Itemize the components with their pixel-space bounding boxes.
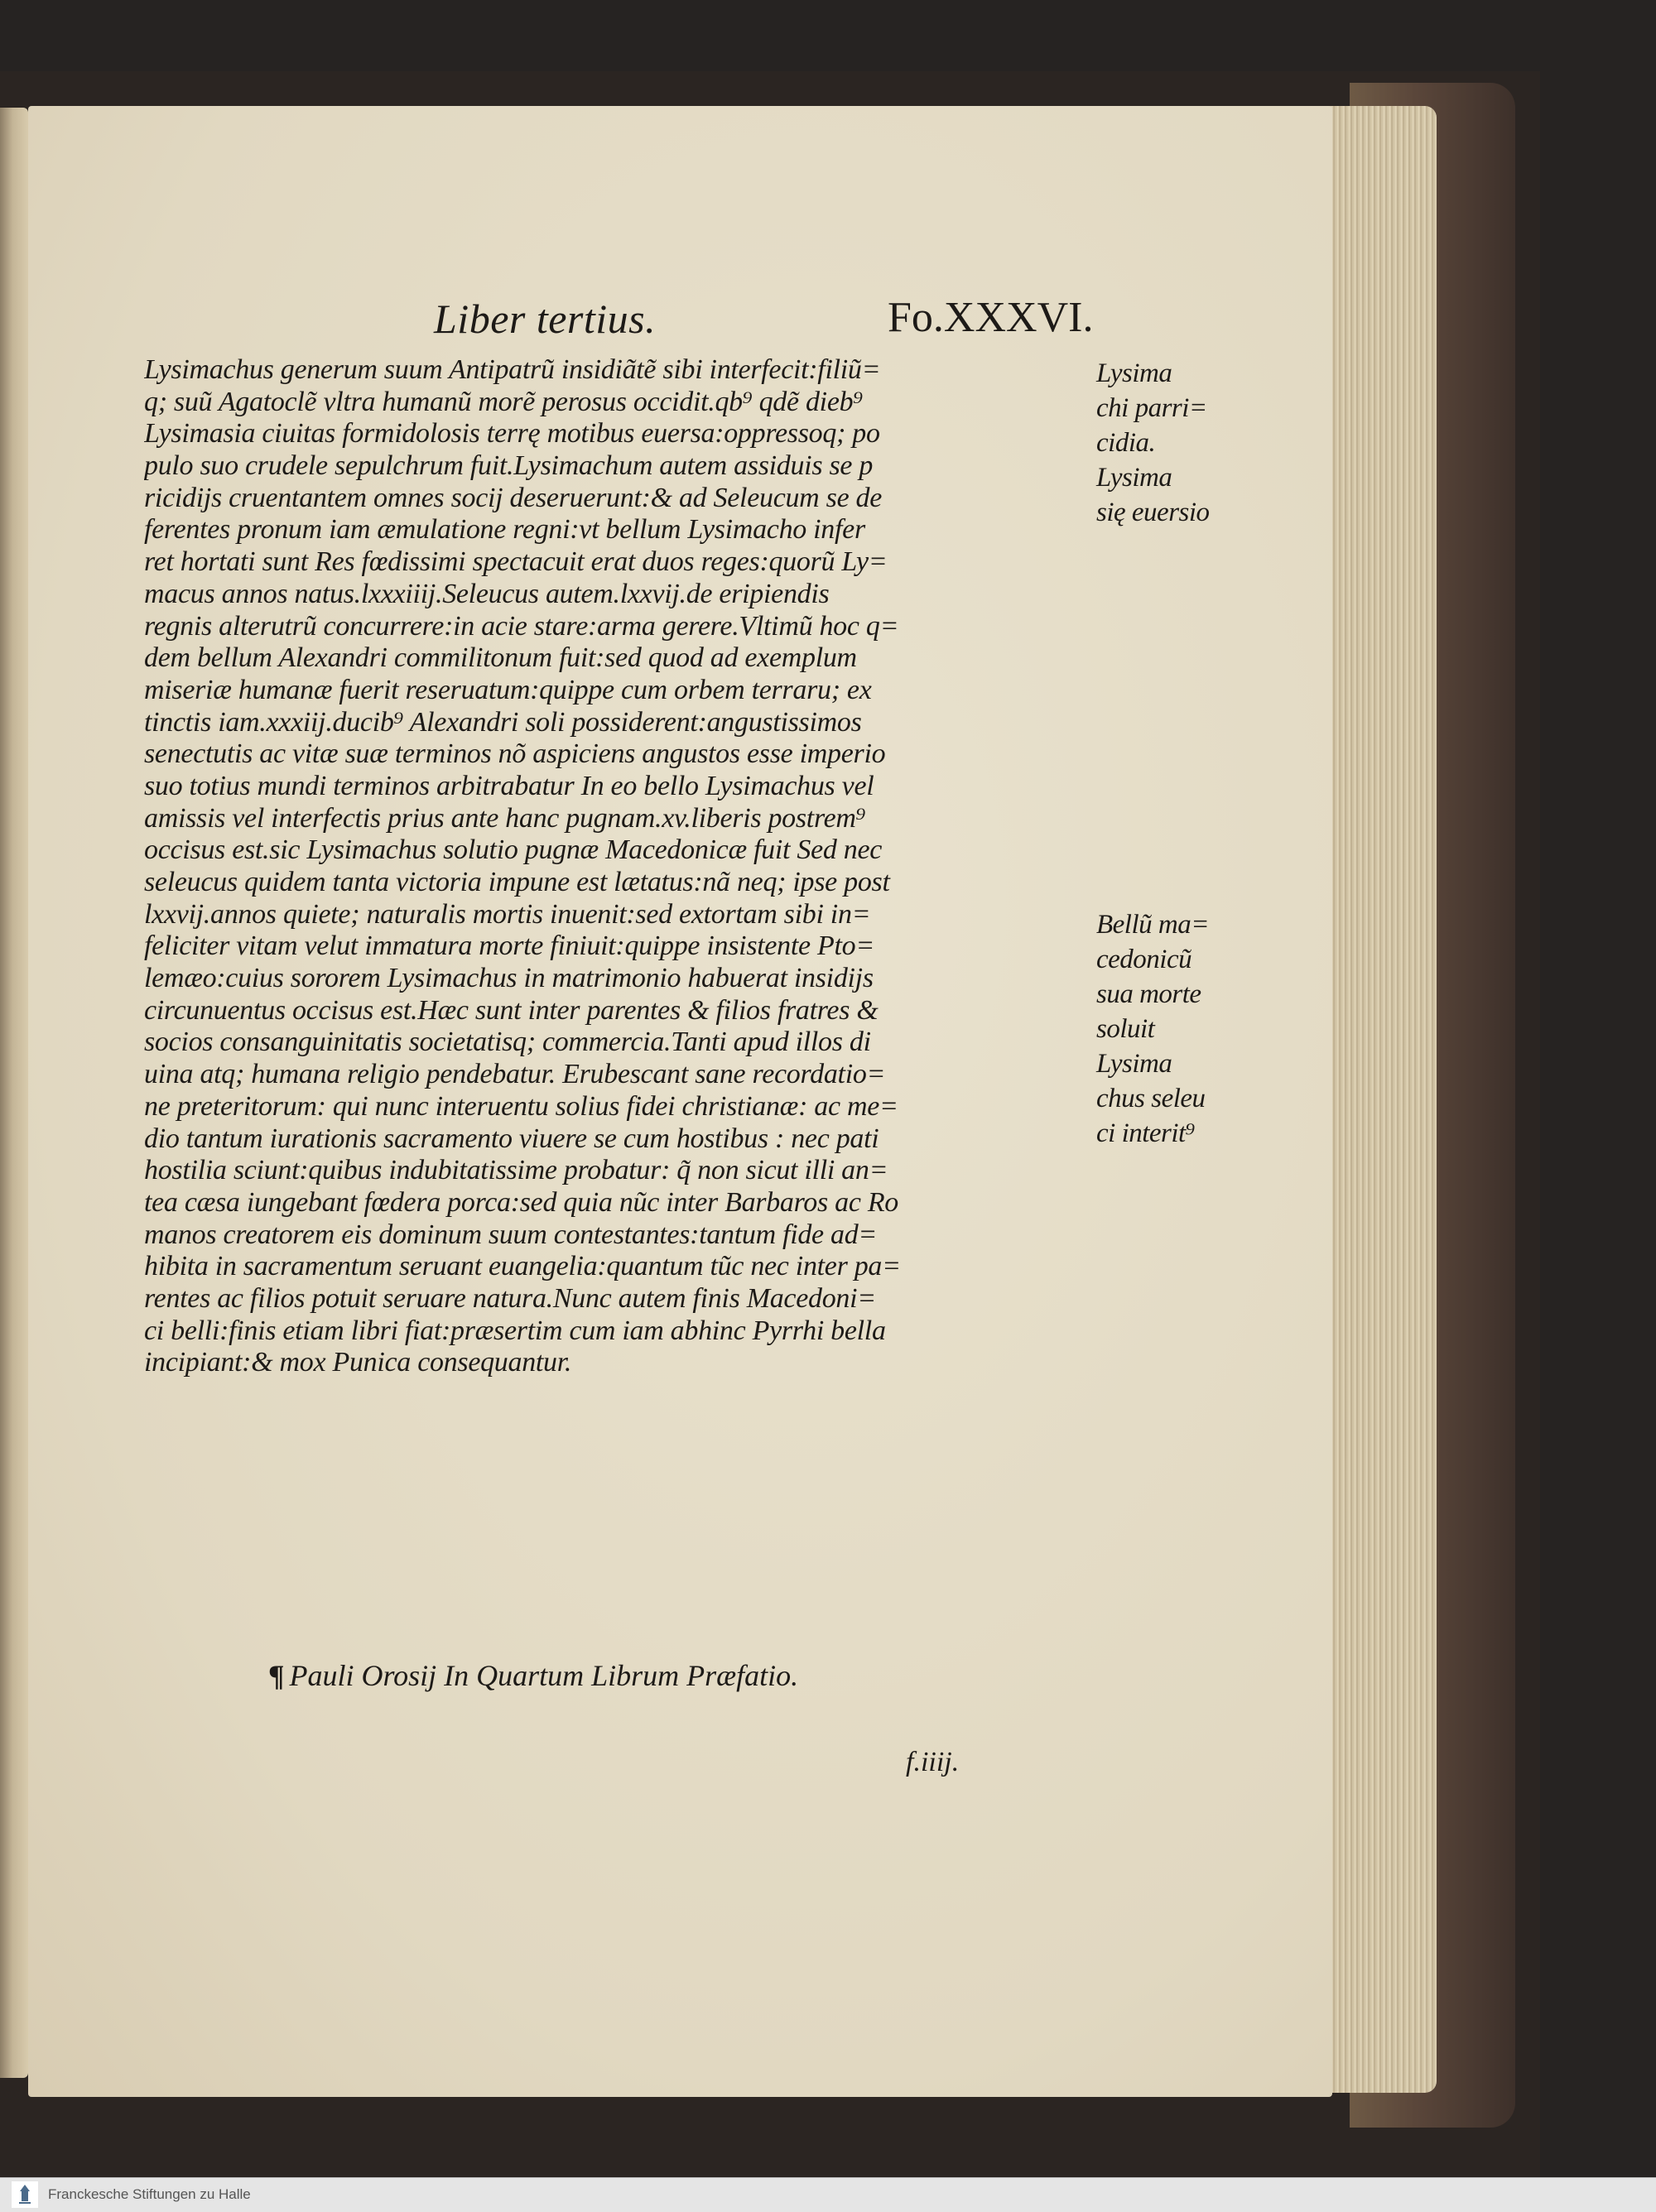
margin-note-line: cedonicũ (1096, 945, 1192, 974)
signature-mark: f.iiij. (906, 1747, 960, 1777)
text-line: hostilia sciunt:quibus indubitatissime probatur: q̃ non sicut illi an= (144, 1155, 888, 1186)
text-line: uina atq; humana religio pendebatur. Erubescant sane recordatio= (144, 1059, 886, 1090)
margin-note-line: Lysima (1096, 358, 1172, 388)
margin-note-bellum (1096, 907, 1245, 1151)
margin-note-line: się euersio (1096, 498, 1210, 527)
preface-title: Pauli Orosij In Quartum Librum Præfatio. (289, 1659, 799, 1692)
text-line: ci belli:finis etiam libri fiat:præsertim cum iam abhinc Pyrrhi bella (144, 1315, 886, 1346)
text-line: lemæo:cuius sororem Lysimachus in matrimonio habuerat insidijs (144, 963, 874, 994)
text-line: hibita in sacramentum seruant euangelia:quantum tũc nec inter pa= (144, 1251, 901, 1282)
book-page (28, 106, 1332, 2097)
text-line: tea cæsa iungebant fœdera porca:sed quia nũc inter Barbaros ac Ro (144, 1186, 898, 1218)
running-head: Liber tertius. (434, 296, 657, 342)
text-line: ne preteritorum: qui nunc interuentu solius fidei christianæ: ac me= (144, 1090, 898, 1122)
preface-heading (268, 1658, 798, 1693)
text-line: ret hortati sunt Res fœdissimi spectacuit erat duos reges:quorũ Ly= (144, 546, 888, 578)
text-line: senectutis ac vitæ suæ terminos nõ aspiciens angustos esse imperio (144, 738, 886, 770)
text-line: occisus est.sic Lysimachus solutio pugnæ Macedonicæ fuit Sed nec (144, 834, 883, 866)
margin-note-line: cidia. (1096, 428, 1156, 458)
footer-bar (0, 2177, 1656, 2212)
margin-note-line: chi parri= (1096, 393, 1207, 423)
text-line: rentes ac filios potuit seruare natura.Nunc autem finis Macedoni= (144, 1282, 876, 1314)
text-line: tinctis iam.xxxiij.ducib⁹ Alexandri soli possiderent:angustissimos (144, 706, 862, 738)
left-page-edge (0, 108, 28, 2078)
text-line: Lysimasia ciuitas formidolosis terrę motibus euersa:oppressoq; po (144, 418, 880, 450)
institution-logo-icon (12, 2181, 38, 2208)
text-line: amissis vel interfectis prius ante hanc pugnam.xv.liberis postrem⁹ (144, 802, 866, 834)
text-line: socios consanguinitatis societatisq; commercia.Tanti apud illos di (144, 1027, 871, 1058)
margin-note-line: sua morte (1096, 979, 1201, 1009)
margin-note-line: chus seleu (1096, 1084, 1206, 1113)
folio-number: Fo.XXXVI. (888, 294, 1094, 341)
main-text-block (144, 354, 1080, 1379)
margin-note-line: Lysima (1096, 463, 1172, 493)
text-line: ricidijs cruentantem omnes socij deseruerunt:& ad Seleucum se de (144, 482, 883, 513)
text-line: incipiant:& mox Punica consequantur. (144, 1347, 572, 1378)
text-line: pulo suo crudele sepulchrum fuit.Lysimachum autem assiduis se p (144, 450, 874, 482)
text-line: ferentes pronum iam æmulatione regni:vt bellum Lysimacho infer (144, 514, 865, 546)
text-line: manos creatorem eis dominum suum contestantes:tantum fide ad= (144, 1219, 878, 1250)
pilcrow-mark: ¶ (268, 1659, 285, 1692)
text-line: dio tantum iurationis sacramento viuere se cum hostibus : nec pati (144, 1123, 879, 1154)
text-line: macus annos natus.lxxxiiij.Seleucus autem.lxxvij.de eripiendis (144, 578, 830, 609)
text-line: suo totius mundi terminos arbitrabatur In eo bello Lysimachus vel (144, 770, 874, 801)
footer-institution: Franckesche Stiftungen zu Halle (48, 2186, 251, 2202)
text-line: q; suũ Agatoclẽ vltra humanũ morẽ perosus occidit.qb⁹ qdẽ dieb⁹ (144, 386, 863, 417)
text-line: dem bellum Alexandri commilitonum fuit:sed quod ad exemplum (144, 642, 857, 674)
margin-note-line: soluit (1096, 1014, 1155, 1044)
margin-note-line: ci interit⁹ (1096, 1118, 1195, 1148)
margin-note-line: Bellũ ma= (1096, 910, 1209, 940)
margin-note-line: Lysima (1096, 1049, 1172, 1079)
margin-note-lysimachi (1096, 356, 1245, 530)
text-line: feliciter vitam velut immatura morte finiuit:quippe insistente Pto= (144, 930, 874, 962)
text-line: seleucus quidem tanta victoria impune est lætatus:nã neq; ipse post (144, 867, 890, 897)
text-line: Lysimachus generum suum Antipatrũ insidiãtẽ sibi interfecit:filiũ= (144, 354, 881, 385)
text-line: lxxvij.annos quiete; naturalis mortis inuenit:sed extortam sibi in= (144, 898, 871, 930)
text-line: miseriæ humanæ fuerit reseruatum:quippe cum orbem terraru; ex (144, 674, 872, 705)
text-line: circunuentus occisus est.Hæc sunt inter parentes & filios fratres & (144, 994, 879, 1026)
text-line: regnis alterutrũ concurrere:in acie stare:arma gerere.Vltimũ hoc q= (144, 610, 899, 642)
